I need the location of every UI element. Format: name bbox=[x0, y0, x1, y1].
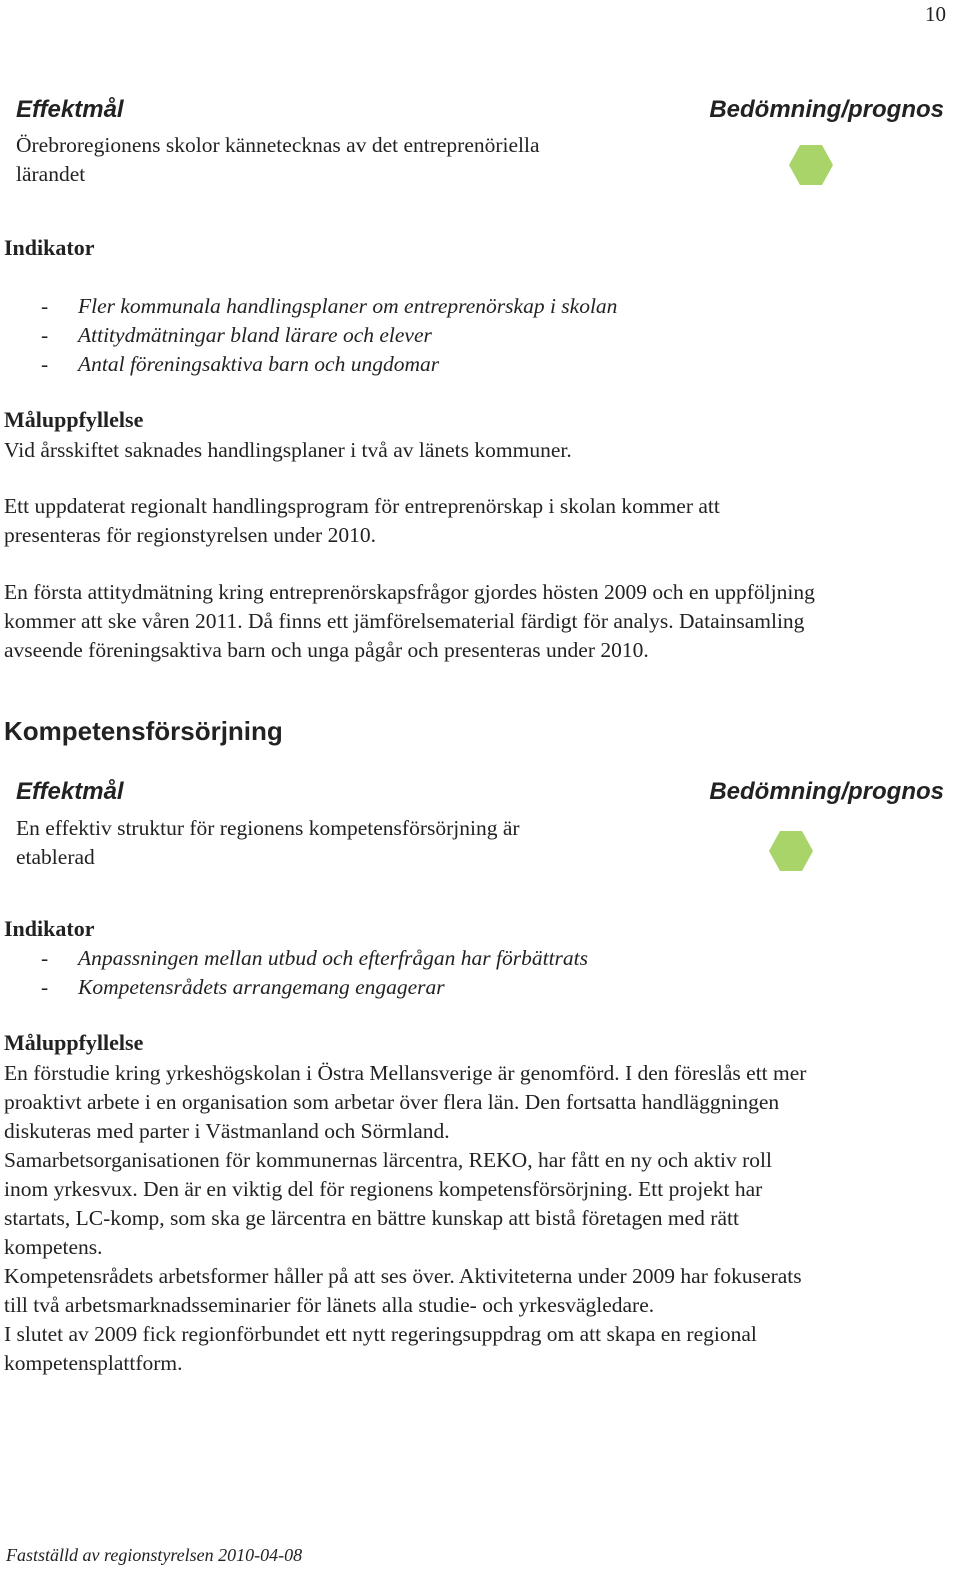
indikator-label: Indikator bbox=[4, 916, 95, 941]
effect-goal-line: etablerad bbox=[16, 845, 95, 869]
effektmal-label: Effektmål bbox=[16, 778, 124, 805]
indicator-item: - Attitydmätningar bland lärare och elever bbox=[41, 323, 432, 347]
fulfillment-paragraph: Vid årsskiftet saknades handlingsplaner i två av länets kommuner. bbox=[4, 438, 572, 462]
indicator-item: - Kompetensrådets arrangemang engagerar bbox=[41, 975, 445, 999]
bedomning-label: Bedömning/prognos bbox=[709, 778, 944, 805]
effect-goal-text bbox=[16, 814, 520, 872]
section-heading: Kompetensförsörjning bbox=[4, 716, 283, 746]
indikator-label: Indikator bbox=[4, 235, 95, 260]
indicator-list bbox=[4, 944, 588, 1002]
effect-goal-line: lärandet bbox=[16, 162, 86, 186]
maluppfyllelse-label: Måluppfyllelse bbox=[4, 1030, 144, 1055]
effektmal-label: Effektmål bbox=[16, 96, 124, 123]
bedomning-label: Bedömning/prognos bbox=[709, 96, 944, 123]
indicator-list bbox=[4, 292, 617, 379]
indicator-item: - Fler kommunala handlingsplaner om entreprenörskap i skolan bbox=[41, 294, 618, 318]
indicator-item: - Antal föreningsaktiva barn och ungdomar bbox=[41, 352, 440, 376]
fulfillment-paragraph: Ett uppdaterat regionalt handlingsprogram för entreprenörskap i skolan kommer att presenteras för regionstyrelsen under 2010. bbox=[4, 494, 720, 547]
effect-goal-text bbox=[16, 131, 540, 189]
footer-text: Fastställd av regionstyrelsen 2010-04-08 bbox=[6, 1545, 303, 1565]
indicator-item: - Anpassningen mellan utbud och efterfrågan har förbättrats bbox=[41, 946, 589, 970]
fulfillment-text: En förstudie kring yrkeshögskolan i Östra Mellansverige är genomförd. I den föreslås ett mer proaktivt arbete i en organisation som arbetar över flera län. Den fortsatta handläggningen diskuteras med parter i Västmanland och Sörmland. Samarbetsorganisationen för kommunernas lärcentra, REKO, har fått en ny och aktiv roll inom yrkesvux. Den är en viktig del för regionens kompetensförsörjning. Ett projekt har startats, LC-komp, som ska ge lärcentra en bättre kunskap att bistå företagen med rätt kompetens. Kompetensrådets arbetsformer håller på att ses över. Aktiviteterna under 2009 har fokuserats till två arbetsmarknadsseminarier för länets alla studie- och yrkesvägledare. I slutet av 2009 fick regionförbundet ett nytt regeringsuppdrag om att skapa en regional kompetensplattform. bbox=[4, 1061, 807, 1375]
effect-goal-line: En effektiv struktur för regionens kompetensförsörjning är bbox=[16, 816, 520, 840]
status-hexagon-icon bbox=[769, 831, 813, 871]
effect-goal-line: Örebroregionens skolor kännetecknas av det entreprenöriella bbox=[16, 133, 540, 157]
maluppfyllelse-label: Måluppfyllelse bbox=[4, 407, 144, 432]
status-hexagon-icon bbox=[789, 145, 833, 185]
fulfillment-paragraph: En första attitydmätning kring entreprenörskapsfrågor gjordes hösten 2009 och en uppföljning kommer att ske våren 2011. Då finns ett jämförelsematerial färdigt för analys. Datainsamling avseende föreningsaktiva barn och unga pågår och presenteras under 2010. bbox=[4, 580, 815, 662]
page-number: 10 bbox=[925, 2, 946, 26]
